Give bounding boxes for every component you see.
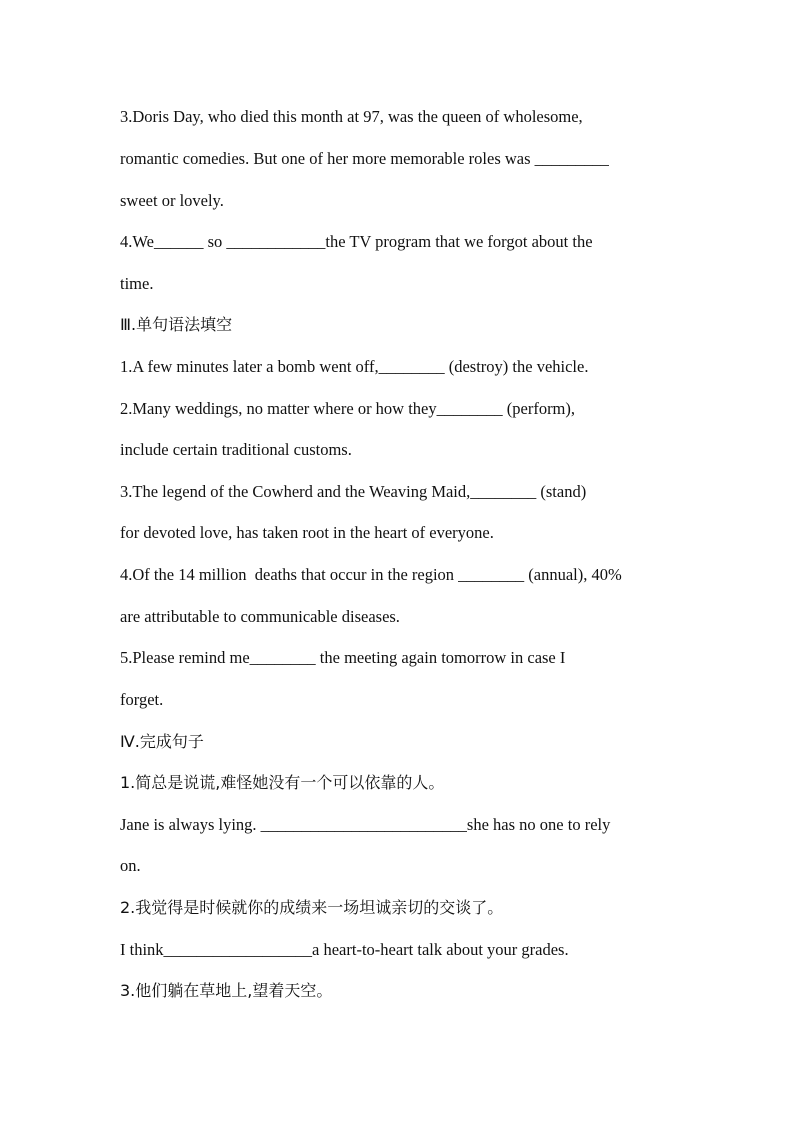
grammar-q5-line-2: forget. <box>120 690 164 709</box>
complete-q2-english: I think__________________a heart-to-heart talk about your grades. <box>120 940 569 959</box>
q3-doris-day-line-3: sweet or lovely. <box>120 191 224 210</box>
complete-q2-chinese: 2.我觉得是时候就你的成绩来一场坦诚亲切的交谈了。 <box>120 898 504 917</box>
grammar-q4-line-2: are attributable to communicable diseases. <box>120 607 400 626</box>
grammar-q4-line-1: 4.Of the 14 million deaths that occur in the region ________ (annual), 40% <box>120 565 622 584</box>
section-3-heading: Ⅲ.单句语法填空 <box>120 315 233 334</box>
complete-q1-chinese: 1.简总是说谎,难怪她没有一个可以依靠的人。 <box>120 773 445 792</box>
q3-doris-day-line-1: 3.Doris Day, who died this month at 97, was the queen of wholesome, <box>120 107 583 126</box>
grammar-q2-line-2: include certain traditional customs. <box>120 440 352 459</box>
q3-doris-day-line-2: romantic comedies. But one of her more memorable roles was _________ <box>120 149 609 168</box>
complete-q1-english-line-2: on. <box>120 856 141 875</box>
complete-q3-chinese: 3.他们躺在草地上,望着天空。 <box>120 981 333 1000</box>
grammar-q1: 1.A few minutes later a bomb went off,________ (destroy) the vehicle. <box>120 357 589 376</box>
grammar-q3-line-2: for devoted love, has taken root in the heart of everyone. <box>120 523 494 542</box>
grammar-q2-line-1: 2.Many weddings, no matter where or how they________ (perform), <box>120 399 576 418</box>
q4-tv-program-line-1: 4.We______ so ____________the TV program that we forgot about the <box>120 232 593 251</box>
grammar-q5-line-1: 5.Please remind me________ the meeting again tomorrow in case I <box>120 648 566 667</box>
q4-tv-program-line-2: time. <box>120 274 154 293</box>
grammar-q3-line-1: 3.The legend of the Cowherd and the Weaving Maid,________ (stand) <box>120 482 587 501</box>
section-4-heading: Ⅳ.完成句子 <box>120 732 204 751</box>
complete-q1-english-line-1: Jane is always lying. _________________________she has no one to rely <box>120 815 611 834</box>
